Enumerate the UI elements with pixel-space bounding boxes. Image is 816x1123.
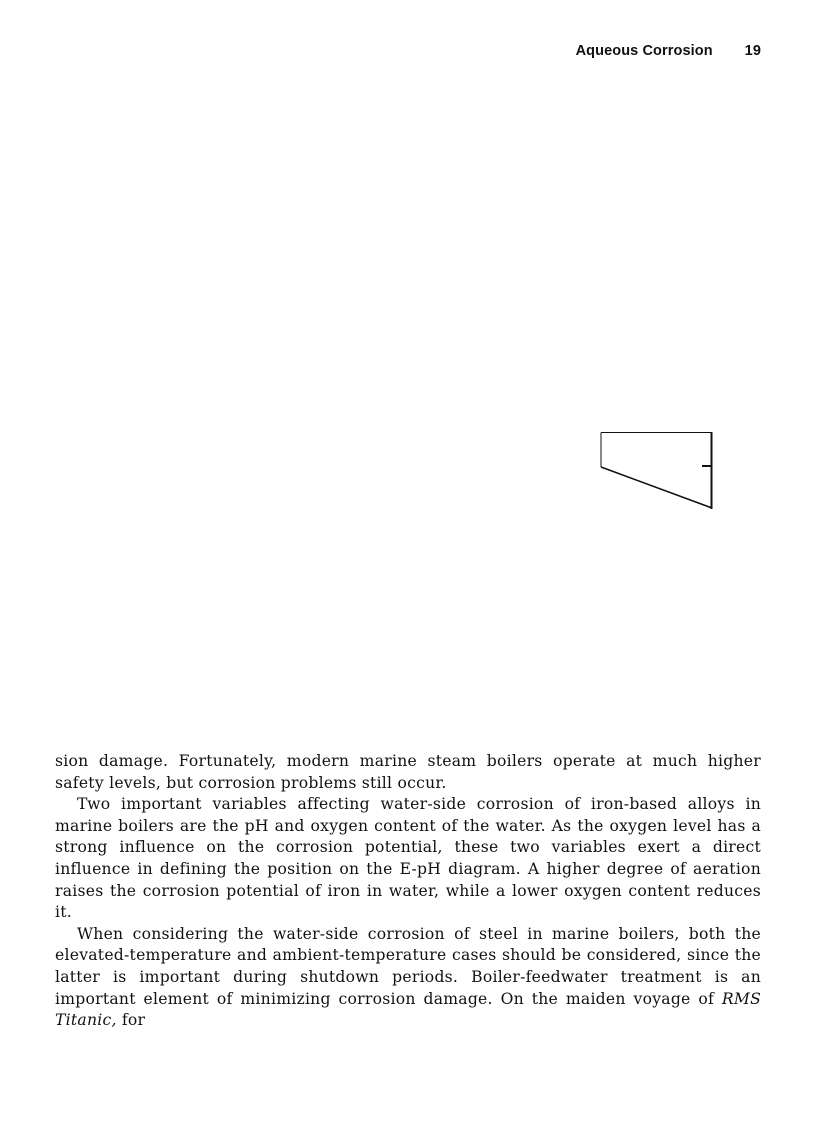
body-text xyxy=(55,751,761,1032)
paragraph: Two important variables affecting water-side corrosion of iron-based alloys in marine boilers are the pH and oxygen content of the water. As the oxygen level has a strong influence on the corrosion potential, these two variables exert a direct influence in defining the position on the E-pH diagram. A higher degree of aeration raises the corrosion potential of iron in water, while a lower oxygen content reduces it. xyxy=(55,795,761,922)
paragraph xyxy=(55,924,761,1032)
paragraph-text: When considering the water-side corrosion of steel in marine boilers, both the elevated-temperature and ambient-temperature cases should be considered, since the latter is important during shutdown periods. Boiler-feedwater treatment is an important element of minimizing corrosion damage. On the maiden voyage of xyxy=(55,924,761,1008)
figure-fragment xyxy=(598,430,716,512)
page-number: 19 xyxy=(744,43,761,59)
figure-diagonal-line xyxy=(601,467,712,508)
paragraph: sion damage. Fortunately, modern marine steam boilers operate at much higher safety levels, but corrosion problems still occur. xyxy=(55,752,761,792)
section-title: Aqueous Corrosion xyxy=(575,43,713,59)
running-header xyxy=(0,43,761,59)
paragraph-text: for xyxy=(116,1011,146,1030)
ship-name: RMS Titanic, xyxy=(55,989,761,1030)
